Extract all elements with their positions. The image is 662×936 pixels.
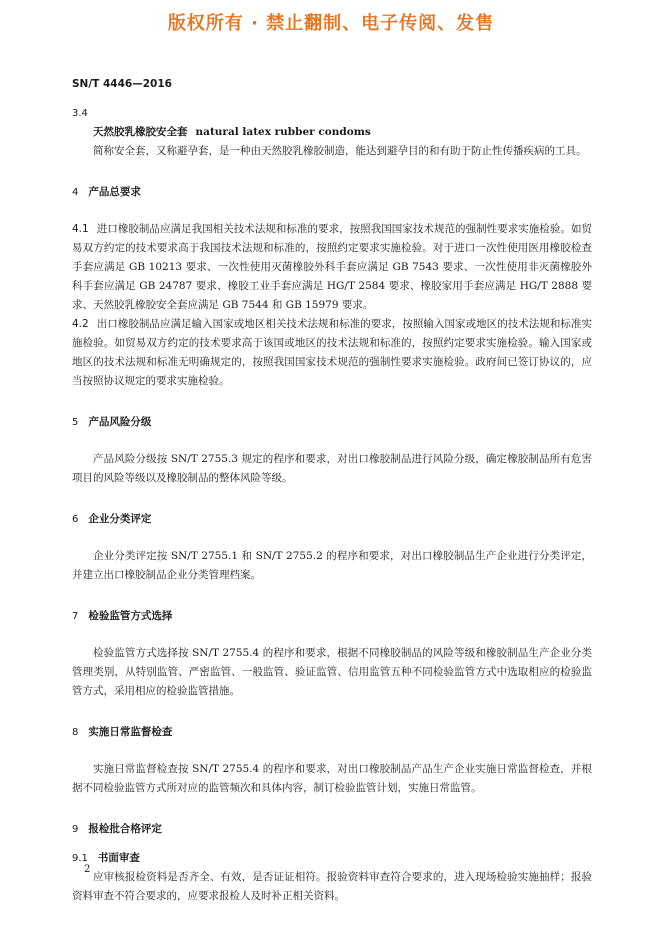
section-title: 企业分类评定	[88, 513, 152, 525]
clause-text: 进口橡胶制品应满足我国相关技术法规和标准的要求，按照我国国家技术规范的强制性要求实施检验。如贸易双方约定的技术要求高于我国技术法规和标准的，按照约定要求实施检验。对于进口一次性使用医用橡胶检查手套应满足 GB 10213 要求、一次性使用灭菌橡胶外科手套应满足 GB 7543 要求、一次性使用非灭菌橡胶外科手套应满足 GB 24787 要求、橡胶工业手套应满足 HG/T 2584 要求、橡胶家用手套应满足 HG/T 2888 要求、天然胶乳橡胶安全套应满足 GB 7544 和 GB 15979 要求。	[72, 223, 592, 311]
clause-number-3-4: 3.4	[72, 108, 88, 119]
clause-number: 4.1	[72, 223, 89, 235]
section-title: 产品风险分级	[88, 416, 152, 428]
section-number: 6	[72, 514, 79, 525]
clause-4-1	[72, 220, 592, 315]
section-title: 报检批合格评定	[88, 823, 162, 835]
section-8-text: 实施日常监督检查按 SN/T 2755.4 的程序和要求，对出口橡胶制品产品生产企业实施日常监督检查，并根据不同检验监管方式所对应的监管频次和具体内容，制订检验监管计划，实施日常监管。	[72, 763, 592, 794]
clause-number: 9.1	[72, 853, 88, 864]
clause-4-2	[72, 315, 592, 391]
section-number: 5	[72, 417, 79, 428]
clause-title: 书面审查	[97, 852, 140, 864]
section-7-heading	[72, 607, 592, 626]
section-9-heading	[72, 820, 592, 839]
section-5-heading	[72, 413, 592, 432]
term-entry	[72, 123, 592, 142]
section-number: 9	[72, 824, 79, 835]
standard-code: SN/T 4446—2016	[72, 78, 172, 90]
clause-9-1-text: 应审核报检资料是否齐全、有效，是否证证相符。报验资料审查符合要求的，进入现场检验实施抽样；报验资料审查不符合要求的，应要求报检人及时补正相关资料。	[72, 871, 592, 902]
section-number: 7	[72, 611, 79, 622]
section-6-heading	[72, 510, 592, 529]
term-chinese: 天然胶乳橡胶安全套	[93, 126, 188, 138]
term-definition: 简称安全套，又称避孕套，是一种由天然胶乳橡胶制造，能达到避孕目的和有助于防止性传播疾病的工具。	[93, 145, 587, 157]
section-5-text: 产品风险分级按 SN/T 2755.3 规定的程序和要求，对出口橡胶制品进行风险分级，确定橡胶制品所有危害项目的风险等级以及橡胶制品的整体风险等级。	[72, 453, 592, 484]
clause-9-1-heading	[72, 849, 592, 868]
section-title: 产品总要求	[88, 186, 141, 198]
clause-text: 出口橡胶制品应满足输入国家或地区相关技术法规和标准的要求，按照输入国家或地区的技术法规和标准实施检验。如贸易双方约定的技术要求高于该国或地区的技术法规和标准的，按照约定要求实施检验。输入国家或地区的技术法规和标准无明确规定的，按照我国国家技术规范的强制性要求实施检验。政府间已签订协议的，应当按照协议规定的要求实施检验。	[72, 318, 592, 387]
section-title: 实施日常监督检查	[88, 726, 173, 738]
term-english: natural latex rubber condoms	[195, 126, 371, 138]
section-6-text: 企业分类评定按 SN/T 2755.1 和 SN/T 2755.2 的程序和要求，对出口橡胶制品生产企业进行分类评定，并建立出口橡胶制品企业分类管理档案。	[72, 550, 592, 581]
page-number: 2	[84, 864, 91, 875]
section-title: 检验监管方式选择	[88, 610, 173, 622]
section-4-heading	[72, 183, 592, 202]
document-body	[72, 104, 592, 906]
copyright-watermark: 版权所有 · 禁止翻制、电子传阅、发售	[167, 13, 495, 34]
section-number: 4	[72, 187, 79, 198]
section-8-heading	[72, 723, 592, 742]
section-7-text: 检验监管方式选择按 SN/T 2755.4 的程序和要求，根据不同橡胶制品的风险等级和橡胶制品生产企业分类管理类别，从特别监管、严密监管、一般监管、验证监管、信用监管五种不同检验监管方式中选取相应的检验监管方式，采用相应的检验监管措施。	[72, 647, 592, 697]
section-number: 8	[72, 727, 79, 738]
clause-number: 4.2	[72, 318, 89, 330]
